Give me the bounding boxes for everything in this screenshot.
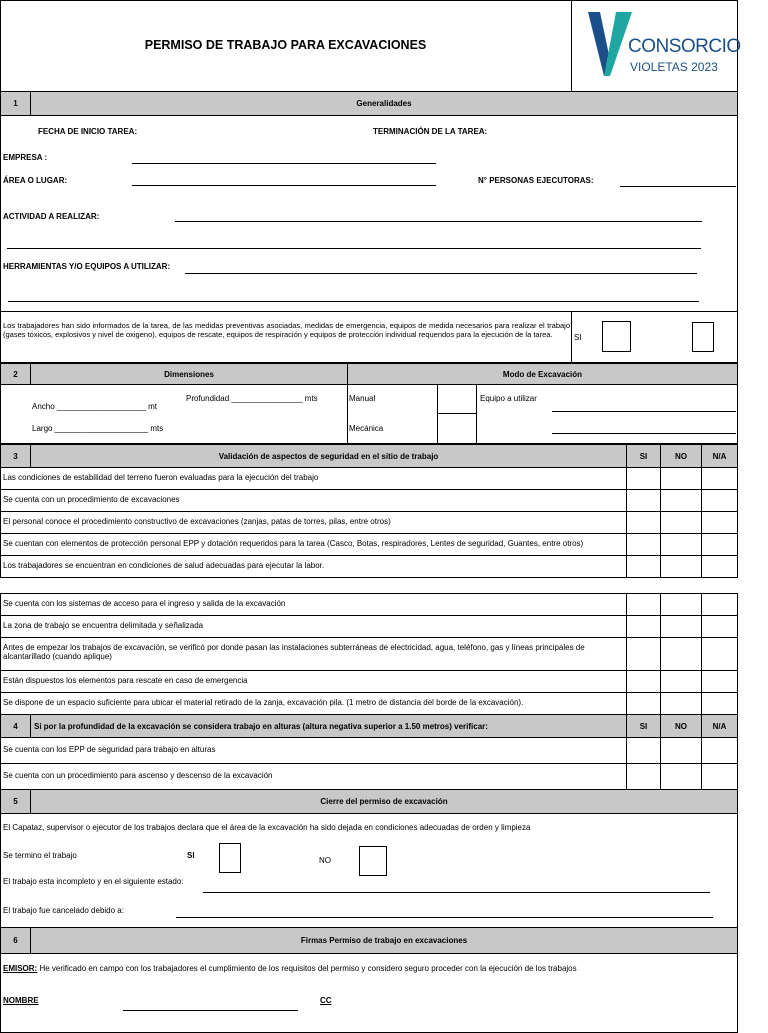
check-cell-no[interactable] bbox=[660, 467, 702, 490]
check-cell-si[interactable] bbox=[626, 555, 661, 578]
area-field[interactable] bbox=[132, 185, 436, 186]
section2-frame bbox=[0, 384, 738, 444]
checklist-item-text: Antes de empezar los trabajos de excavación, se verificó por donde pasan las instalaciones subterráneas de electricidad, agua, teléfono, gas y líneas principales de alcantarillado (cuando aplique) bbox=[3, 643, 585, 661]
check-cell-no[interactable] bbox=[660, 670, 702, 693]
empresa-label: EMPRESA : bbox=[3, 153, 48, 162]
section-number-2: 2 bbox=[0, 363, 31, 385]
col-no-header-4: NO bbox=[660, 714, 702, 738]
check-cell-na[interactable] bbox=[701, 737, 738, 764]
checklist-item-text: Se cuenta con los EPP de seguridad para trabajo en alturas bbox=[3, 745, 216, 754]
emisor-statement bbox=[3, 964, 577, 973]
checklist-item-text: Están dispuestos los elementos para rescate en caso de emergencia bbox=[3, 676, 248, 685]
check-cell-si[interactable] bbox=[626, 467, 661, 490]
section-number-1: 1 bbox=[0, 91, 31, 116]
check-cell-si[interactable] bbox=[626, 670, 661, 693]
checklist-item-text: La zona de trabajo se encuentra delimitada y señalizada bbox=[3, 621, 204, 630]
actividad-field-2[interactable] bbox=[7, 248, 701, 249]
section-number-6: 6 bbox=[0, 927, 31, 954]
manual-label: Manual bbox=[349, 394, 376, 403]
check-cell-no[interactable] bbox=[660, 593, 702, 616]
checklist-item-text: El personal conoce el procedimiento constructivo de excavaciones (zanjas, patas de torres, pilas, entre otros) bbox=[3, 517, 391, 526]
logo-word: CONSORCIO bbox=[628, 36, 741, 57]
logo-subtitle: VIOLETAS 2023 bbox=[630, 60, 718, 74]
section2-divider bbox=[347, 384, 348, 444]
cancelado-label: El trabajo fue cancelado debido a: bbox=[3, 906, 124, 915]
section-header-alturas-text: Si por la profundidad de la excavación se considera trabajo en alturas (altura negativa superior a 1.50 metros) verificar: bbox=[34, 721, 488, 731]
section-number-4: 4 bbox=[0, 714, 31, 738]
check-cell-no[interactable] bbox=[660, 737, 702, 764]
cc-label: CC bbox=[320, 996, 332, 1005]
termino-label: Se termino el trabajo bbox=[3, 851, 77, 860]
manual-checkbox[interactable] bbox=[437, 384, 477, 414]
section-header-generalidades: Generalidades bbox=[30, 91, 738, 116]
ancho-field[interactable]: Ancho ____________________ mt bbox=[32, 402, 157, 411]
col-no-header: NO bbox=[660, 444, 702, 468]
check-cell-na[interactable] bbox=[701, 615, 738, 638]
profundidad-field[interactable]: Profundidad ________________ mts bbox=[186, 394, 318, 403]
checklist-item-text: Se cuenta con los sistemas de acceso para el ingreso y salida de la excavación bbox=[3, 599, 286, 608]
termino-no-label: NO bbox=[319, 856, 331, 865]
termino-no-checkbox[interactable] bbox=[359, 846, 387, 876]
declara-text: El Capataz, supervisor o ejecutor de los trabajos declara que el área de la excavación ha sido dejada en condiciones adecuadas de orden y limpieza bbox=[3, 823, 531, 832]
personas-field[interactable] bbox=[620, 186, 736, 187]
section-header-cierre: Cierre del permiso de excavación bbox=[30, 789, 738, 814]
herramientas-field[interactable] bbox=[185, 273, 697, 274]
check-cell-na[interactable] bbox=[701, 670, 738, 693]
nombre-label: NOMBRE bbox=[3, 996, 39, 1005]
check-cell-no[interactable] bbox=[660, 555, 702, 578]
checklist-item-text: Los trabajadores se encuentran en condiciones de salud adecuadas para ejecutar la labor. bbox=[3, 561, 325, 570]
checklist-item-text: Las condiciones de estabilidad del terreno fueron evaluadas para la ejecución del trabajo bbox=[3, 473, 319, 482]
equipo-field-2[interactable] bbox=[552, 433, 736, 434]
check-cell-si[interactable] bbox=[626, 763, 661, 790]
check-cell-si[interactable] bbox=[626, 692, 661, 715]
check-cell-no[interactable] bbox=[660, 615, 702, 638]
check-cell-si[interactable] bbox=[626, 593, 661, 616]
page-title: PERMISO DE TRABAJO PARA EXCAVACIONES bbox=[144, 38, 427, 52]
terminacion-label: TERMINACIÓN DE LA TAREA: bbox=[373, 127, 488, 136]
actividad-label: ACTIVIDAD A REALIZAR: bbox=[3, 212, 100, 221]
section-header-alturas bbox=[30, 714, 627, 738]
section-header-validacion: Validación de aspectos de seguridad en el sitio de trabajo bbox=[30, 444, 627, 468]
termino-si-checkbox[interactable] bbox=[219, 843, 241, 873]
section-number-3: 3 bbox=[0, 444, 31, 468]
herramientas-label: HERRAMIENTAS Y/O EQUIPOS A UTILIZAR: bbox=[3, 262, 171, 271]
informados-si-label: SI bbox=[574, 333, 582, 342]
col-si-header-4: SI bbox=[626, 714, 661, 738]
check-cell-no[interactable] bbox=[660, 533, 702, 556]
check-cell-si[interactable] bbox=[626, 489, 661, 512]
section-header-firmas: Firmas Permiso de trabajo en excavaciones bbox=[30, 927, 738, 954]
check-cell-si[interactable] bbox=[626, 637, 661, 671]
check-cell-na[interactable] bbox=[701, 637, 738, 671]
termino-si-label: SI bbox=[187, 851, 195, 860]
mecanica-checkbox[interactable] bbox=[437, 413, 477, 444]
informados-text: Los trabajadores han sido informados de la tarea, de las medidas preventivas asociadas, medidas de emergencia, equipos de medida necesarios para realizar el trabajo (gases tóxicos, explosivos y nivel de oxigeno), equipos de rescate, equipos de respiración y equipos de protección individual requendos para la ejecución de la tarea. bbox=[3, 321, 570, 339]
check-cell-no[interactable] bbox=[660, 763, 702, 790]
equipo-field[interactable] bbox=[552, 411, 736, 412]
largo-field[interactable]: Largo _____________________ mts bbox=[32, 424, 164, 433]
check-cell-na[interactable] bbox=[701, 489, 738, 512]
check-cell-si[interactable] bbox=[626, 511, 661, 534]
col-na-header: N/A bbox=[701, 444, 738, 468]
area-label: ÁREA O LUGAR: bbox=[3, 176, 68, 185]
check-cell-na[interactable] bbox=[701, 763, 738, 790]
company-logo bbox=[584, 10, 741, 82]
check-cell-si[interactable] bbox=[626, 615, 661, 638]
check-cell-no[interactable] bbox=[660, 692, 702, 715]
section-header-modo: Modo de Excavación bbox=[347, 363, 738, 385]
col-na-header-4: N/A bbox=[701, 714, 738, 738]
check-cell-no[interactable] bbox=[660, 637, 702, 671]
check-cell-si[interactable] bbox=[626, 533, 661, 556]
empresa-field[interactable] bbox=[132, 163, 436, 164]
header-divider bbox=[571, 0, 572, 92]
section-header-dimensiones: Dimensiones bbox=[30, 363, 348, 385]
mecanica-label: Mecánica bbox=[349, 424, 384, 433]
check-cell-na[interactable] bbox=[701, 593, 738, 616]
emisor-label: EMISOR: bbox=[3, 964, 38, 973]
col-si-header: SI bbox=[626, 444, 661, 468]
checklist-item-text: Se cuenta con un procedimiento para ascenso y descenso de la excavación bbox=[3, 771, 273, 780]
check-cell-no[interactable] bbox=[660, 511, 702, 534]
personas-label: N° PERSONAS EJECUTORAS: bbox=[478, 176, 594, 185]
check-cell-no[interactable] bbox=[660, 489, 702, 512]
incompleto-label: El trabajo esta incompleto y en el siguiente estado: bbox=[3, 877, 184, 886]
informados-si-checkbox[interactable] bbox=[602, 321, 631, 352]
checklist-item-text: Se cuenta con un procedimiento de excavaciones bbox=[3, 495, 180, 504]
equipo-label: Equipo a utilizar bbox=[480, 394, 537, 403]
incompleto-field[interactable] bbox=[203, 892, 710, 893]
section-number-5: 5 bbox=[0, 789, 31, 814]
informados-divider bbox=[571, 311, 572, 363]
herramientas-field-2[interactable] bbox=[8, 301, 699, 302]
check-cell-si[interactable] bbox=[626, 737, 661, 764]
emisor-text: He verificado en campo con los trabajadores el cumplimiento de los requisitos del permiso y considero seguro proceder con la ejecución de los trabajos bbox=[37, 964, 577, 973]
check-cell-na[interactable] bbox=[701, 692, 738, 715]
checklist-item-text: Se cuentan con elementos de protección personal EPP y dotación requeridos para la tarea (Casco, Botas, respiradores, Lentes de seguridad, Guantes, entre otros) bbox=[3, 539, 584, 548]
checklist-item-text: Se dispone de un espacio suficiente para ubicar el material retirado de la zanja, excavación pila. (1 metro de distancia del borde de la excavación). bbox=[3, 698, 524, 707]
check-cell-na[interactable] bbox=[701, 511, 738, 534]
cancelado-field[interactable] bbox=[176, 917, 713, 918]
informados-top-line bbox=[0, 311, 738, 312]
check-cell-na[interactable] bbox=[701, 467, 738, 490]
nombre-field[interactable] bbox=[123, 1010, 298, 1011]
fecha-inicio-label: FECHA DE INICIO TAREA: bbox=[38, 127, 138, 136]
check-cell-na[interactable] bbox=[701, 555, 738, 578]
informados-no-checkbox[interactable] bbox=[692, 322, 714, 352]
check-cell-na[interactable] bbox=[701, 533, 738, 556]
actividad-field[interactable] bbox=[175, 221, 702, 222]
